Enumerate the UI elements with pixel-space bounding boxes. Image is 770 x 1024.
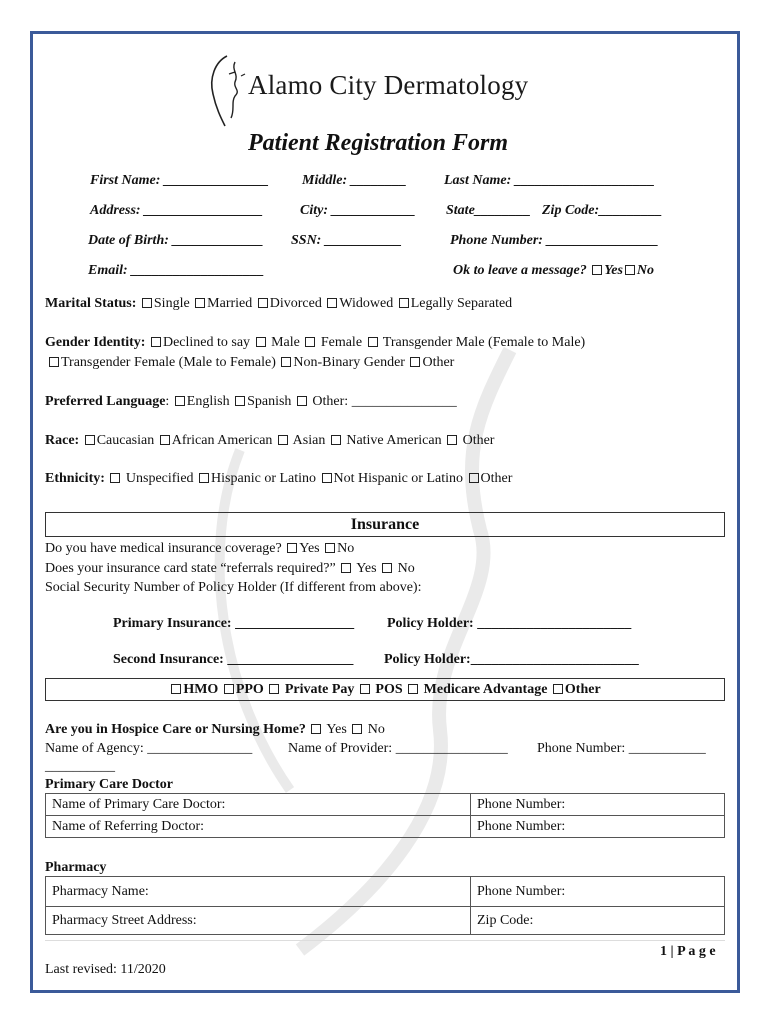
checkbox[interactable] — [325, 543, 335, 553]
pcp-heading: Primary Care Doctor — [45, 777, 174, 792]
insurance-q2-row — [45, 561, 415, 577]
marital-option: Widowed — [339, 296, 394, 311]
ok-yes-label: Yes — [604, 263, 623, 278]
marital-option: Single — [153, 296, 190, 311]
race-option: Caucasian — [96, 433, 155, 448]
table-row — [46, 794, 725, 816]
city-field[interactable]: City: ____________ — [300, 203, 416, 218]
gender-option: Declined to say — [162, 335, 251, 350]
gender-option: Male — [271, 335, 300, 350]
no-label: No — [397, 561, 415, 576]
second-policy-holder-field[interactable]: Policy Holder:________________________ — [384, 652, 639, 667]
logo-face-icon — [205, 52, 251, 128]
pharmacy-address-cell[interactable]: Pharmacy Street Address: — [46, 907, 471, 935]
gender-option: Other — [422, 355, 455, 370]
ethnicity-option: Hispanic or Latino — [211, 471, 317, 486]
table-row — [46, 816, 725, 838]
plan-type-row — [46, 679, 724, 700]
marital-option: Married — [207, 296, 253, 311]
hospice-row — [45, 722, 385, 738]
page-number: 1 | P a g e — [660, 944, 716, 959]
checkbox[interactable] — [360, 684, 370, 694]
hospice-blank-line[interactable]: __________ — [45, 759, 115, 774]
ok-message-label: Ok to leave a message? — [453, 263, 587, 278]
gender-row-2 — [47, 355, 454, 371]
address-field[interactable]: Address: _________________ — [90, 203, 264, 218]
ethnicity-option: Other — [480, 471, 513, 486]
checkbox[interactable] — [382, 563, 392, 573]
checkbox[interactable] — [256, 337, 266, 347]
insurance-q2: Does your insurance card state “referrals required?” — [45, 561, 336, 576]
checkbox[interactable] — [199, 473, 209, 483]
plan-option: Private Pay — [284, 682, 355, 697]
ssn-field[interactable]: SSN: ___________ — [291, 233, 402, 248]
dob-field[interactable]: Date of Birth: _____________ — [88, 233, 264, 248]
checkbox[interactable] — [327, 298, 337, 308]
race-option: Asian — [292, 433, 326, 448]
marital-option: Divorced — [269, 296, 322, 311]
pharmacy-heading: Pharmacy — [45, 860, 107, 875]
checkbox[interactable] — [142, 298, 152, 308]
pharmacy-phone-cell[interactable]: Phone Number: — [471, 877, 725, 907]
checkbox[interactable] — [410, 357, 420, 367]
footer-divider — [45, 940, 725, 941]
checkbox[interactable] — [287, 543, 297, 553]
checkbox[interactable] — [311, 724, 321, 734]
hospice-question: Are you in Hospice Care or Nursing Home? — [45, 722, 306, 737]
checkbox[interactable] — [49, 357, 59, 367]
checkbox[interactable] — [171, 684, 181, 694]
middle-name-field[interactable]: Middle: ________ — [302, 173, 407, 188]
page-word: P a g e — [677, 944, 716, 959]
face-watermark — [180, 330, 600, 970]
email-field[interactable]: Email: ___________________ — [88, 263, 265, 278]
plan-type-box — [45, 678, 725, 701]
plan-option: Medicare Advantage — [423, 682, 548, 697]
ok-no-checkbox[interactable] — [625, 265, 635, 275]
primary-insurance-field[interactable]: Primary Insurance: _________________ — [113, 616, 355, 631]
marital-option: Legally Separated — [410, 296, 513, 311]
zip-field[interactable]: Zip Code:_________ — [542, 203, 663, 218]
insurance-heading: Insurance — [350, 516, 420, 533]
gender-option: Female — [320, 335, 363, 350]
checkbox[interactable] — [352, 724, 362, 734]
ethnicity-option: Not Hispanic or Latino — [333, 471, 464, 486]
gender-row-1 — [45, 335, 585, 351]
second-insurance-field[interactable]: Second Insurance: __________________ — [113, 652, 354, 667]
checkbox[interactable] — [160, 435, 170, 445]
checkbox[interactable] — [110, 473, 120, 483]
checkbox[interactable] — [85, 435, 95, 445]
referring-name-cell[interactable]: Name of Referring Doctor: — [46, 816, 471, 838]
checkbox[interactable] — [341, 563, 351, 573]
checkbox[interactable] — [469, 473, 479, 483]
page-num: 1 — [660, 944, 667, 959]
ok-yes-checkbox[interactable] — [592, 265, 602, 275]
plan-option: PPO — [235, 682, 264, 697]
gender-option: Transgender Female (Male to Female) — [61, 355, 276, 370]
checkbox[interactable] — [447, 435, 457, 445]
pharmacy-zip-cell[interactable]: Zip Code: — [471, 907, 725, 935]
race-option: Native American — [346, 433, 442, 448]
checkbox[interactable] — [368, 337, 378, 347]
checkbox[interactable] — [195, 298, 205, 308]
language-option: Other: _______________ — [312, 394, 457, 409]
ethnicity-row — [45, 471, 512, 487]
race-option: Other — [462, 433, 495, 448]
plan-option: Other — [564, 682, 601, 697]
plan-option: HMO — [183, 682, 219, 697]
provider-field[interactable]: Name of Provider: ________________ — [288, 741, 508, 756]
referring-phone-cell[interactable]: Phone Number: — [471, 816, 725, 838]
table-row — [46, 877, 725, 907]
ok-message-row — [453, 263, 654, 279]
pcp-phone-cell[interactable]: Phone Number: — [471, 794, 725, 816]
ok-no-label: No — [636, 263, 655, 278]
checkbox[interactable] — [224, 684, 234, 694]
phone-field[interactable]: Phone Number: ________________ — [450, 233, 659, 248]
checkbox[interactable] — [297, 396, 307, 406]
plan-option: POS — [375, 682, 403, 697]
checkbox[interactable] — [399, 298, 409, 308]
checkbox[interactable] — [281, 357, 291, 367]
marital-status-row — [45, 296, 512, 312]
pharmacy-table — [45, 876, 725, 935]
state-field[interactable]: State________ — [446, 203, 531, 218]
checkbox[interactable] — [269, 684, 279, 694]
checkbox[interactable] — [331, 435, 341, 445]
no-label: No — [337, 541, 355, 556]
hospice-phone-field[interactable]: Phone Number: ___________ — [537, 741, 706, 756]
last-revised: Last revised: 11/2020 — [45, 962, 166, 977]
checkbox[interactable] — [553, 684, 563, 694]
ethnicity-label: Ethnicity: — [45, 471, 105, 486]
pharmacy-name-cell[interactable]: Pharmacy Name: — [46, 877, 471, 907]
yes-label: Yes — [356, 561, 377, 576]
logo-text: Alamo City Dermatology — [248, 70, 529, 100]
marital-label: Marital Status: — [45, 296, 137, 311]
insurance-q3: Social Security Number of Policy Holder (If different from above): — [45, 580, 422, 595]
gender-option: Non-Binary Gender — [293, 355, 405, 370]
last-name-field[interactable]: Last Name: ____________________ — [444, 173, 655, 188]
agency-field[interactable]: Name of Agency: _______________ — [45, 741, 253, 756]
race-option: African American — [171, 433, 273, 448]
insurance-heading-box — [45, 512, 725, 537]
no-label: No — [367, 722, 385, 737]
gender-option: Transgender Male (Female to Male) — [382, 335, 586, 350]
insurance-q1: Do you have medical insurance coverage? — [45, 541, 282, 556]
race-label: Race: — [45, 433, 80, 448]
gender-label: Gender Identity: — [45, 335, 146, 350]
form-title: Patient Registration Form — [248, 130, 509, 156]
checkbox[interactable] — [322, 473, 332, 483]
first-name-field[interactable]: First Name: _______________ — [90, 173, 269, 188]
language-label: Preferred Language — [45, 394, 166, 409]
checkbox[interactable] — [175, 396, 185, 406]
insurance-q1-row — [45, 541, 354, 557]
ethnicity-option: Unspecified — [125, 471, 194, 486]
checkbox[interactable] — [278, 435, 288, 445]
checkbox[interactable] — [408, 684, 418, 694]
checkbox[interactable] — [258, 298, 268, 308]
checkbox[interactable] — [151, 337, 161, 347]
checkbox[interactable] — [305, 337, 315, 347]
checkbox[interactable] — [235, 396, 245, 406]
language-row: Preferred Language: English Spanish Other: _______________ — [45, 394, 457, 409]
table-row — [46, 907, 725, 935]
yes-label: Yes — [326, 722, 347, 737]
yes-label: Yes — [299, 541, 320, 556]
primary-policy-holder-field[interactable]: Policy Holder: ______________________ — [387, 616, 632, 631]
pcp-name-cell[interactable]: Name of Primary Care Doctor: — [46, 794, 471, 816]
pcp-table — [45, 793, 725, 838]
race-row — [45, 433, 494, 449]
language-option: Spanish — [247, 394, 292, 409]
language-option: English — [186, 394, 230, 409]
